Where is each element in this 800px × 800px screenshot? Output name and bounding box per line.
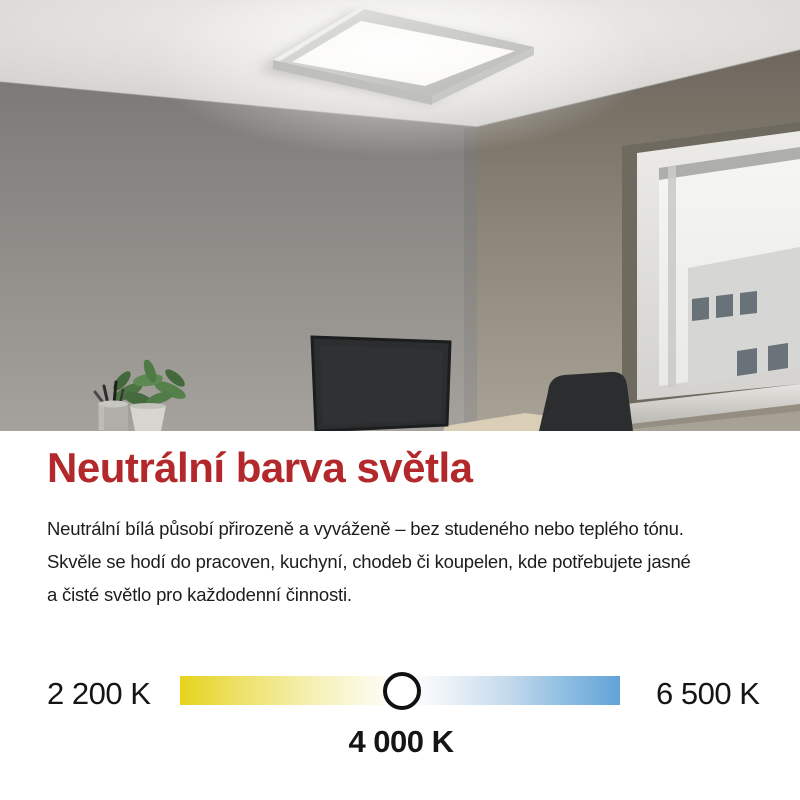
wall-corner-shade (464, 127, 477, 431)
section-title: Neutrální barva světla (47, 444, 473, 491)
window-mullion (668, 166, 676, 388)
building-in-view (688, 247, 800, 386)
min-temperature-label: 2 200 K (47, 676, 151, 711)
selected-temperature-label: 4 000 K (348, 724, 454, 759)
max-temperature-label: 6 500 K (656, 676, 760, 711)
window (614, 122, 800, 431)
temperature-marker (383, 672, 421, 710)
description (47, 512, 777, 611)
plant-pot (130, 406, 166, 431)
monitor (312, 337, 450, 431)
description-line: Skvěle se hodí do pracoven, kuchyní, chodeb či koupelen, kde potřebujete jasné (47, 551, 691, 572)
description-line: Neutrální bílá působí přirozeně a vyváženě – bez studeného nebo teplého tónu. (47, 518, 684, 539)
office-chair (539, 372, 633, 431)
temperature-gradient-bar (180, 676, 620, 705)
description-line: a čisté světlo pro každodenní činnosti. (47, 584, 352, 605)
